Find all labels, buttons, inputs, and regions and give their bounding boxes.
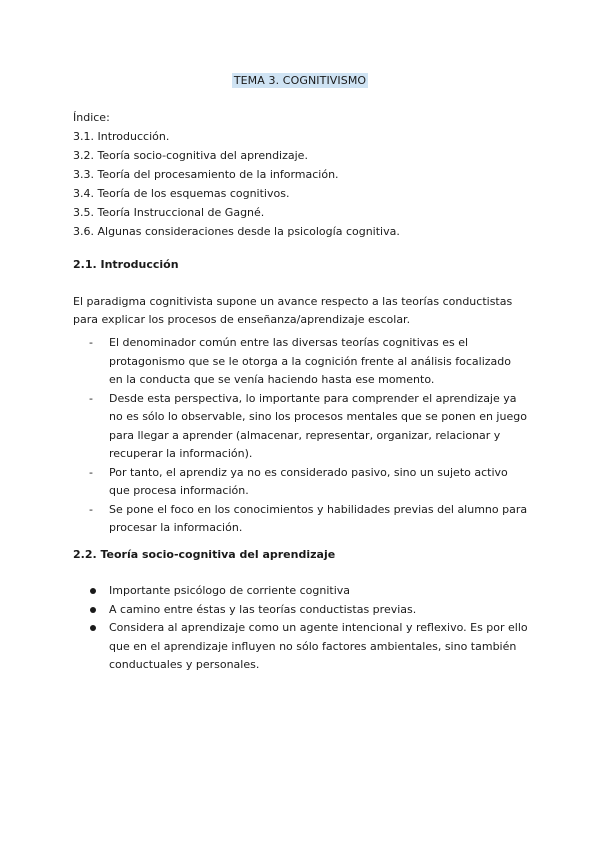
dash-marker: - — [89, 465, 93, 479]
list-item-text: Se pone el foco en los conocimientos y habilidades previas del alumno para procesar la información. — [109, 502, 528, 534]
list-item — [73, 501, 528, 538]
list-item-text: Importante psicólogo de corriente cognitiva — [109, 584, 350, 597]
bullet-icon — [90, 588, 96, 594]
dash-marker: - — [89, 336, 93, 349]
bullet-icon — [90, 607, 96, 613]
list-item — [73, 582, 528, 601]
socio-cognitive-bullet-list — [73, 582, 528, 675]
index-label: Índice: — [73, 111, 110, 124]
list-item-text: Considera al aprendizaje como un agente intencional y reflexivo. Es por ello que en el aprendizaje influyen no sólo factores ambientales, sino también conductuales y personales. — [109, 621, 528, 671]
bullet-icon — [90, 625, 96, 631]
dash-marker: - — [89, 502, 93, 516]
list-item-text: El denominador común entre las diversas teorías cognitivas es el protagonismo que se le otorga a la cognición frente al análisis focalizado en la conducta que se venía haciendo hasta ese momento. — [109, 336, 512, 386]
list-item-text: A camino entre éstas y las teorías conductistas previas. — [109, 602, 417, 616]
table-of-contents — [73, 108, 533, 241]
index-item: 3.4. Teoría de los esquemas cognitivos. — [73, 187, 290, 200]
index-item: 3.2. Teoría socio-cognitiva del aprendizaje. — [73, 149, 308, 162]
list-item-text: Desde esta perspectiva, lo importante para comprender el aprendizaje ya no es sólo lo observable, sino los procesos mentales que se ponen en juego para llegar a aprender (almacenar, representar, organizar, relacionar y recuperar la información). — [109, 391, 527, 460]
intro-dash-list — [73, 334, 528, 538]
list-item — [73, 601, 528, 620]
section-heading-introduction: 2.1. Introducción — [73, 258, 179, 271]
list-item-text: Por tanto, el aprendiz ya no es considerado pasivo, sino un sujeto activo que procesa información. — [109, 465, 508, 497]
list-item — [73, 390, 528, 464]
dash-marker: - — [89, 391, 93, 405]
index-item: 3.5. Teoría Instruccional de Gagné. — [73, 206, 265, 219]
index-item: 3.6. Algunas consideraciones desde la psicología cognitiva. — [73, 225, 400, 238]
list-item — [73, 619, 528, 675]
document-title — [0, 74, 600, 87]
index-item: 3.1. Introducción. — [73, 130, 170, 143]
list-item — [73, 334, 528, 390]
section-heading-socio-cognitive: 2.2. Teoría socio-cognitiva del aprendizaje — [73, 548, 336, 561]
list-item — [73, 464, 528, 501]
intro-paragraph: El paradigma cognitivista supone un avance respecto a las teorías conductistas para explicar los procesos de enseñanza/aprendizaje escolar. — [73, 295, 513, 326]
index-item: 3.3. Teoría del procesamiento de la información. — [73, 168, 339, 181]
title-text: TEMA 3. COGNITIVISMO — [233, 74, 367, 87]
